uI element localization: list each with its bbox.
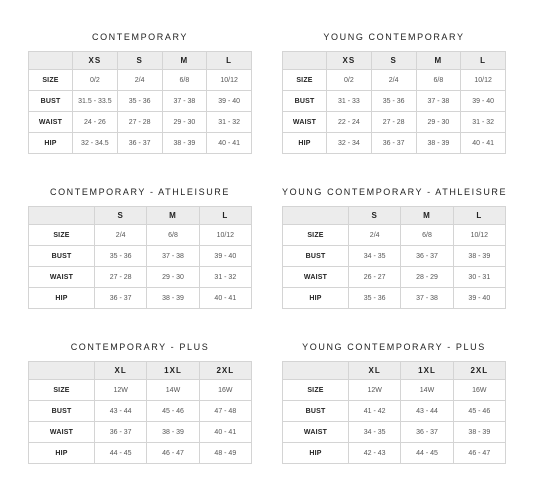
table-row [283, 133, 506, 154]
row-label: BUST [283, 91, 327, 112]
table-cell: 39 - 40 [453, 288, 505, 309]
table-cell: 38 - 39 [416, 133, 461, 154]
table-cell: 37 - 38 [401, 288, 453, 309]
table-cell: 0/2 [327, 70, 372, 91]
row-label: SIZE [29, 380, 95, 401]
table-cell: 35 - 36 [95, 246, 147, 267]
chart-title: CONTEMPORARY - PLUS [70, 342, 210, 352]
row-label: WAIST [29, 422, 95, 443]
size-chart-young-contemporary-athleisure [282, 186, 508, 302]
table-row [283, 422, 506, 443]
size-chart-young-contemporary-plus [282, 341, 506, 457]
table-cell: 38 - 39 [147, 288, 199, 309]
table-cell: 37 - 38 [416, 91, 461, 112]
table-row [29, 133, 252, 154]
table-cell: 38 - 39 [453, 246, 505, 267]
table-row [283, 380, 506, 401]
table-cell: 27 - 28 [95, 267, 147, 288]
table-cell: 12W [95, 380, 147, 401]
row-label: SIZE [283, 225, 349, 246]
table-row [29, 288, 252, 309]
table-cell: 42 - 43 [349, 443, 401, 464]
table-cell: 27 - 28 [117, 112, 162, 133]
chart-title: YOUNG CONTEMPORARY [323, 32, 465, 42]
table-row [283, 70, 506, 91]
table-cell: 24 - 26 [73, 112, 118, 133]
row-label: HIP [29, 443, 95, 464]
row-label: BUST [283, 246, 349, 267]
table-cell: 22 - 24 [327, 112, 372, 133]
table-cell: 31 - 32 [207, 112, 252, 133]
table-cell: 40 - 41 [199, 288, 251, 309]
table-row [283, 443, 506, 464]
corner-cell [283, 52, 327, 70]
size-chart-young-contemporary [282, 31, 506, 147]
row-label: SIZE [29, 70, 73, 91]
row-label: SIZE [283, 380, 349, 401]
table-cell: 39 - 40 [199, 246, 251, 267]
row-label: BUST [29, 91, 73, 112]
size-table [282, 361, 506, 464]
table-cell: 14W [401, 380, 453, 401]
table-row [29, 225, 252, 246]
table-row [29, 246, 252, 267]
size-chart-contemporary-athleisure [28, 186, 252, 302]
size-chart-contemporary-plus [28, 341, 252, 457]
table-cell: 36 - 37 [95, 288, 147, 309]
corner-cell [29, 52, 73, 70]
table-cell: 46 - 47 [147, 443, 199, 464]
header-row [29, 362, 252, 380]
table-cell: 29 - 30 [147, 267, 199, 288]
chart-title: CONTEMPORARY [91, 32, 189, 42]
column-header: 2XL [453, 362, 505, 380]
table-cell: 41 - 42 [349, 401, 401, 422]
column-header: XL [349, 362, 401, 380]
table-cell: 35 - 36 [349, 288, 401, 309]
size-table [28, 361, 252, 464]
header-row [29, 207, 252, 225]
table-cell: 31 - 32 [199, 267, 251, 288]
table-cell: 38 - 39 [453, 422, 505, 443]
table-cell: 35 - 36 [117, 91, 162, 112]
column-header: M [416, 52, 461, 70]
table-row [29, 443, 252, 464]
row-label: WAIST [283, 267, 349, 288]
table-row [283, 225, 506, 246]
row-label: BUST [29, 401, 95, 422]
table-cell: 2/4 [349, 225, 401, 246]
table-row [29, 112, 252, 133]
table-cell: 40 - 41 [207, 133, 252, 154]
size-table [28, 206, 252, 309]
table-cell: 6/8 [162, 70, 207, 91]
header-row [29, 52, 252, 70]
table-row [29, 401, 252, 422]
table-cell: 48 - 49 [199, 443, 251, 464]
chart-title: YOUNG CONTEMPORARY - ATHLEISURE [282, 187, 508, 197]
table-cell: 40 - 41 [461, 133, 506, 154]
table-cell: 2/4 [371, 70, 416, 91]
row-label: WAIST [29, 112, 73, 133]
row-label: SIZE [29, 225, 95, 246]
table-row [283, 91, 506, 112]
column-header: XS [73, 52, 118, 70]
table-cell: 10/12 [199, 225, 251, 246]
column-header: L [199, 207, 251, 225]
chart-title: YOUNG CONTEMPORARY - PLUS [302, 342, 486, 352]
table-cell: 36 - 37 [371, 133, 416, 154]
row-label: HIP [29, 133, 73, 154]
row-label: WAIST [283, 112, 327, 133]
table-cell: 43 - 44 [401, 401, 453, 422]
chart-title: CONTEMPORARY - ATHLEISURE [49, 187, 231, 197]
table-cell: 31 - 32 [461, 112, 506, 133]
column-header: L [461, 52, 506, 70]
table-cell: 36 - 37 [117, 133, 162, 154]
table-cell: 34 - 35 [349, 422, 401, 443]
table-cell: 10/12 [453, 225, 505, 246]
table-cell: 31.5 - 33.5 [73, 91, 118, 112]
table-row [283, 246, 506, 267]
table-cell: 31 - 33 [327, 91, 372, 112]
column-header: M [162, 52, 207, 70]
table-cell: 6/8 [416, 70, 461, 91]
size-table [282, 206, 506, 309]
size-table [282, 51, 506, 154]
table-cell: 36 - 37 [401, 246, 453, 267]
table-cell: 44 - 45 [95, 443, 147, 464]
table-cell: 32 - 34.5 [73, 133, 118, 154]
table-cell: 0/2 [73, 70, 118, 91]
table-row [283, 112, 506, 133]
table-cell: 46 - 47 [453, 443, 505, 464]
table-row [29, 422, 252, 443]
table-cell: 39 - 40 [461, 91, 506, 112]
table-cell: 29 - 30 [416, 112, 461, 133]
column-header: L [207, 52, 252, 70]
corner-cell [29, 362, 95, 380]
table-cell: 30 - 31 [453, 267, 505, 288]
column-header: S [117, 52, 162, 70]
table-cell: 38 - 39 [162, 133, 207, 154]
row-label: BUST [283, 401, 349, 422]
row-label: SIZE [283, 70, 327, 91]
column-header: M [147, 207, 199, 225]
row-label: BUST [29, 246, 95, 267]
row-label: WAIST [29, 267, 95, 288]
header-row [283, 362, 506, 380]
table-cell: 2/4 [117, 70, 162, 91]
table-row [29, 70, 252, 91]
corner-cell [283, 207, 349, 225]
column-header: 2XL [199, 362, 251, 380]
size-chart-contemporary [28, 31, 252, 147]
table-cell: 6/8 [401, 225, 453, 246]
table-cell: 28 - 29 [401, 267, 453, 288]
column-header: 1XL [147, 362, 199, 380]
table-cell: 16W [199, 380, 251, 401]
size-table [28, 51, 252, 154]
table-cell: 37 - 38 [147, 246, 199, 267]
corner-cell [283, 362, 349, 380]
table-cell: 37 - 38 [162, 91, 207, 112]
table-cell: 45 - 46 [147, 401, 199, 422]
row-label: HIP [283, 443, 349, 464]
table-cell: 16W [453, 380, 505, 401]
table-cell: 45 - 46 [453, 401, 505, 422]
table-cell: 2/4 [95, 225, 147, 246]
table-cell: 36 - 37 [401, 422, 453, 443]
column-header: XS [327, 52, 372, 70]
corner-cell [29, 207, 95, 225]
row-label: WAIST [283, 422, 349, 443]
table-cell: 29 - 30 [162, 112, 207, 133]
table-cell: 35 - 36 [371, 91, 416, 112]
table-row [283, 267, 506, 288]
table-cell: 27 - 28 [371, 112, 416, 133]
table-cell: 26 - 27 [349, 267, 401, 288]
table-cell: 34 - 35 [349, 246, 401, 267]
table-row [29, 91, 252, 112]
column-header: S [95, 207, 147, 225]
table-row [29, 380, 252, 401]
table-cell: 39 - 40 [207, 91, 252, 112]
row-label: HIP [29, 288, 95, 309]
table-row [283, 288, 506, 309]
table-cell: 6/8 [147, 225, 199, 246]
column-header: L [453, 207, 505, 225]
row-label: HIP [283, 133, 327, 154]
column-header: M [401, 207, 453, 225]
column-header: S [349, 207, 401, 225]
table-cell: 38 - 39 [147, 422, 199, 443]
table-cell: 43 - 44 [95, 401, 147, 422]
row-label: HIP [283, 288, 349, 309]
table-cell: 14W [147, 380, 199, 401]
table-row [29, 267, 252, 288]
table-cell: 10/12 [461, 70, 506, 91]
table-cell: 36 - 37 [95, 422, 147, 443]
table-cell: 44 - 45 [401, 443, 453, 464]
header-row [283, 52, 506, 70]
table-cell: 12W [349, 380, 401, 401]
table-cell: 32 - 34 [327, 133, 372, 154]
header-row [283, 207, 506, 225]
table-cell: 40 - 41 [199, 422, 251, 443]
column-header: S [371, 52, 416, 70]
table-cell: 10/12 [207, 70, 252, 91]
table-cell: 47 - 48 [199, 401, 251, 422]
table-row [283, 401, 506, 422]
column-header: 1XL [401, 362, 453, 380]
column-header: XL [95, 362, 147, 380]
